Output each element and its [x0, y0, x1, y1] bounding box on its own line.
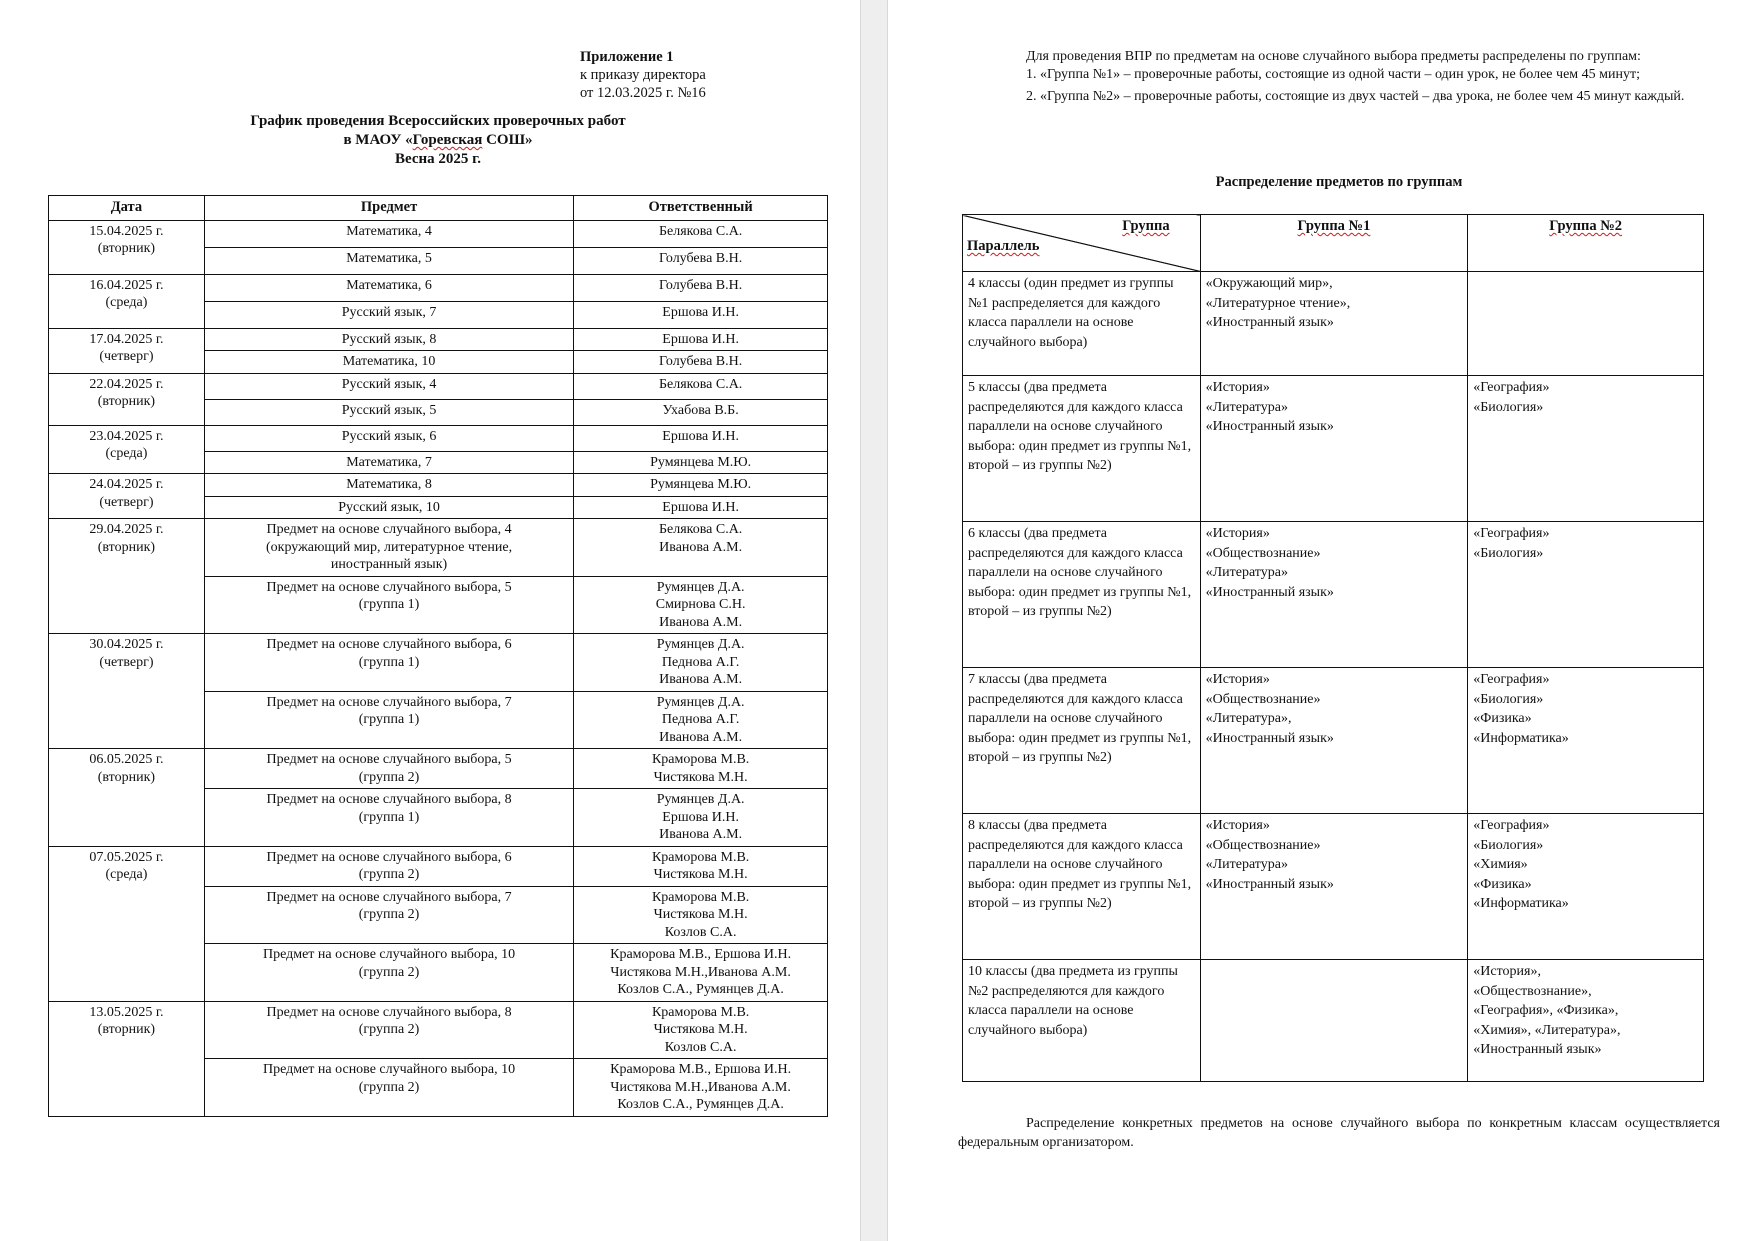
group-1-cell: [1200, 960, 1468, 1082]
responsible-cell: Румянцев Д.А. Педнова А.Г. Иванова А.М.: [574, 691, 828, 749]
table-row: [49, 749, 828, 789]
subject-cell: Русский язык, 4: [204, 373, 573, 399]
schedule-title: [48, 112, 828, 169]
responsible-cell: Краморова М.В. Чистякова М.Н.: [574, 846, 828, 886]
group-2-cell: «География» «Биология»: [1468, 376, 1704, 522]
header-subject: Предмет: [204, 196, 573, 221]
table-row: [49, 373, 828, 399]
group-2-cell: [1468, 272, 1704, 376]
date-cell: 30.04.2025 г. (четверг): [49, 634, 205, 749]
responsible-cell: Краморова М.В. Чистякова М.Н. Козлов С.А.: [574, 1001, 828, 1059]
group-1-cell: «Окружающий мир», «Литературное чтение», «Иностранный язык»: [1200, 272, 1468, 376]
parallel-cell: 10 классы (два предмета из группы №2 распределяются для каждого класса параллели на основе случайного выбора): [963, 960, 1201, 1082]
subject-cell: Математика, 6: [204, 274, 573, 301]
group-1-cell: «История» «Обществознание» «Литература» «Иностранный язык»: [1200, 522, 1468, 668]
appendix-title: Приложение 1: [580, 49, 674, 65]
parallel-cell: 8 классы (два предмета распределяются для каждого класса параллели на основе случайного выбора: один предмет из группы №1, второй – из группы №2): [963, 814, 1201, 960]
subject-cell: Математика, 8: [204, 474, 573, 497]
header-group-1: [1200, 215, 1468, 272]
responsible-cell: Краморова М.В. Чистякова М.Н.: [574, 749, 828, 789]
title-school-name: Горевская: [412, 132, 483, 148]
responsible-cell: Ершова И.Н.: [574, 301, 828, 328]
header-group-2-label: Группа №2: [1549, 218, 1623, 234]
section-title: Распределение предметов по группам: [1215, 174, 1463, 190]
subject-cell: Математика, 7: [204, 451, 573, 474]
header-date: Дата: [49, 196, 205, 221]
order-line-2: от 12.03.2025 г. №16: [580, 85, 706, 101]
subject-cell: Математика, 10: [204, 351, 573, 374]
responsible-cell: Голубева В.Н.: [574, 351, 828, 374]
date-cell: 24.04.2025 г. (четверг): [49, 474, 205, 519]
groups-body: [963, 272, 1704, 1082]
groups-table: [962, 214, 1704, 1082]
parallel-cell: 4 классы (один предмет из группы №1 распределяется для каждого класса параллели на основе случайного выбора): [963, 272, 1201, 376]
subject-cell: Русский язык, 5: [204, 399, 573, 425]
parallel-cell: 6 классы (два предмета распределяются для каждого класса параллели на основе случайного выбора: один предмет из группы №1, второй – из группы №2): [963, 522, 1201, 668]
table-row: [49, 1001, 828, 1059]
appendix-heading: [580, 48, 706, 102]
table-row: [49, 519, 828, 577]
order-line-1: к приказу директора: [580, 67, 706, 83]
subject-cell: Предмет на основе случайного выбора, 7 (группа 2): [204, 886, 573, 944]
header-responsible: Ответственный: [574, 196, 828, 221]
date-cell: 13.05.2025 г. (вторник): [49, 1001, 205, 1116]
group-2-cell: «География» «Биология» «Химия» «Физика» «Информатика»: [1468, 814, 1704, 960]
subject-cell: Предмет на основе случайного выбора, 10 (группа 2): [204, 1059, 573, 1117]
table-row: [49, 425, 828, 451]
group-1-cell: «История» «Литература» «Иностранный язык»: [1200, 376, 1468, 522]
responsible-cell: Голубева В.Н.: [574, 274, 828, 301]
intro-paragraph-2: 1. «Группа №1» – проверочные работы, состоящие из одной части – один урок, не более чем 45 минут;: [1026, 67, 1640, 82]
title-school-prefix: в МАОУ «: [343, 132, 413, 148]
group-1-cell: «История» «Обществознание» «Литература», «Иностранный язык»: [1200, 668, 1468, 814]
subject-cell: Русский язык, 10: [204, 496, 573, 519]
subject-cell: Русский язык, 8: [204, 328, 573, 351]
table-row: [49, 328, 828, 351]
table-row: [963, 522, 1704, 668]
group-2-cell: «География» «Биология» «Физика» «Информатика»: [1468, 668, 1704, 814]
responsible-cell: Румянцев Д.А. Педнова А.Г. Иванова А.М.: [574, 634, 828, 692]
date-cell: 22.04.2025 г. (вторник): [49, 373, 205, 425]
date-cell: 15.04.2025 г. (вторник): [49, 220, 205, 274]
table-row: [49, 220, 828, 247]
group-2-cell: «История», «Обществознание», «География», «Физика», «Химия», «Литература», «Иностранный язык»: [1468, 960, 1704, 1082]
groups-header-row: [963, 215, 1704, 272]
parallel-cell: 5 классы (два предмета распределяются для каждого класса параллели на основе случайного выбора: один предмет из группы №1, второй – из группы №2): [963, 376, 1201, 522]
responsible-cell: Ершова И.Н.: [574, 425, 828, 451]
header-group-2: [1468, 215, 1704, 272]
group-2-cell: «География» «Биология»: [1468, 522, 1704, 668]
responsible-cell: Голубева В.Н.: [574, 247, 828, 274]
subject-cell: Математика, 4: [204, 220, 573, 247]
table-row: [49, 474, 828, 497]
responsible-cell: Краморова М.В., Ершова И.Н. Чистякова М.Н.,Иванова А.М. Козлов С.А., Румянцев Д.А.: [574, 944, 828, 1002]
responsible-cell: Ершова И.Н.: [574, 328, 828, 351]
table-row: [49, 634, 828, 692]
responsible-cell: Белякова С.А. Иванова А.М.: [574, 519, 828, 577]
title-line-2: [48, 131, 828, 150]
subject-cell: Русский язык, 7: [204, 301, 573, 328]
title-line-1: График проведения Всероссийских проверочных работ: [250, 113, 626, 129]
responsible-cell: Румянцева М.Ю.: [574, 474, 828, 497]
intro-paragraph-1: Для проведения ВПР по предметам на основе случайного выбора предметы распределены по группам:: [1026, 49, 1641, 64]
header-group-1-label: Группа №1: [1297, 218, 1371, 234]
subject-cell: Предмет на основе случайного выбора, 5 (группа 1): [204, 576, 573, 634]
date-cell: 07.05.2025 г. (среда): [49, 846, 205, 1001]
subject-cell: Предмет на основе случайного выбора, 8 (группа 2): [204, 1001, 573, 1059]
document-page-left: [0, 0, 860, 1241]
subject-cell: Математика, 5: [204, 247, 573, 274]
date-cell: 16.04.2025 г. (среда): [49, 274, 205, 328]
subject-cell: Предмет на основе случайного выбора, 4 (окружающий мир, литературное чтение, иностранный язык): [204, 519, 573, 577]
responsible-cell: Ершова И.Н.: [574, 496, 828, 519]
table-row: [963, 272, 1704, 376]
schedule-body: [49, 220, 828, 1116]
table-row: [963, 814, 1704, 960]
subject-cell: Предмет на основе случайного выбора, 7 (группа 1): [204, 691, 573, 749]
page-gap: [860, 0, 888, 1241]
table-row: [963, 668, 1704, 814]
diag-bottom-label: Параллель: [967, 238, 1040, 254]
title-line-3: Весна 2025 г.: [394, 151, 481, 167]
intro-text: [958, 48, 1720, 106]
subject-cell: Предмет на основе случайного выбора, 8 (группа 1): [204, 789, 573, 847]
subject-cell: Предмет на основе случайного выбора, 6 (группа 1): [204, 634, 573, 692]
intro-paragraph-3: 2. «Группа №2» – проверочные работы, состоящие из двух частей – два урока, не более чем 45 минут каждый.: [1026, 89, 1685, 104]
responsible-cell: Румянцева М.Ю.: [574, 451, 828, 474]
responsible-cell: Белякова С.А.: [574, 373, 828, 399]
diag-top-label: Группа: [1122, 218, 1170, 234]
parallel-cell: 7 классы (два предмета распределяются для каждого класса параллели на основе случайного выбора: один предмет из группы №1, второй – из группы №2): [963, 668, 1201, 814]
responsible-cell: Ухабова В.Б.: [574, 399, 828, 425]
responsible-cell: Румянцев Д.А. Смирнова С.Н. Иванова А.М.: [574, 576, 828, 634]
subject-cell: Предмет на основе случайного выбора, 6 (группа 2): [204, 846, 573, 886]
responsible-cell: Краморова М.В., Ершова И.Н. Чистякова М.Н.,Иванова А.М. Козлов С.А., Румянцев Д.А.: [574, 1059, 828, 1117]
schedule-table: [48, 195, 828, 1117]
responsible-cell: Краморова М.В. Чистякова М.Н. Козлов С.А.: [574, 886, 828, 944]
date-cell: 06.05.2025 г. (вторник): [49, 749, 205, 847]
schedule-header-row: [49, 196, 828, 221]
date-cell: 23.04.2025 г. (среда): [49, 425, 205, 474]
subject-cell: Предмет на основе случайного выбора, 10 (группа 2): [204, 944, 573, 1002]
title-school-suffix: СОШ»: [482, 132, 533, 148]
footer-paragraph: Распределение конкретных предметов на основе случайного выбора по конкретным классам осуществляется федеральным организатором.: [958, 1116, 1720, 1150]
date-cell: 17.04.2025 г. (четверг): [49, 328, 205, 373]
responsible-cell: Белякова С.А.: [574, 220, 828, 247]
group-1-cell: «История» «Обществознание» «Литература» «Иностранный язык»: [1200, 814, 1468, 960]
subject-cell: Предмет на основе случайного выбора, 5 (группа 2): [204, 749, 573, 789]
subject-cell: Русский язык, 6: [204, 425, 573, 451]
header-diagonal-cell: [963, 215, 1201, 272]
table-row: [963, 960, 1704, 1082]
table-row: [49, 846, 828, 886]
table-row: [49, 274, 828, 301]
table-row: [963, 376, 1704, 522]
date-cell: 29.04.2025 г. (вторник): [49, 519, 205, 634]
responsible-cell: Румянцев Д.А. Ершова И.Н. Иванова А.М.: [574, 789, 828, 847]
